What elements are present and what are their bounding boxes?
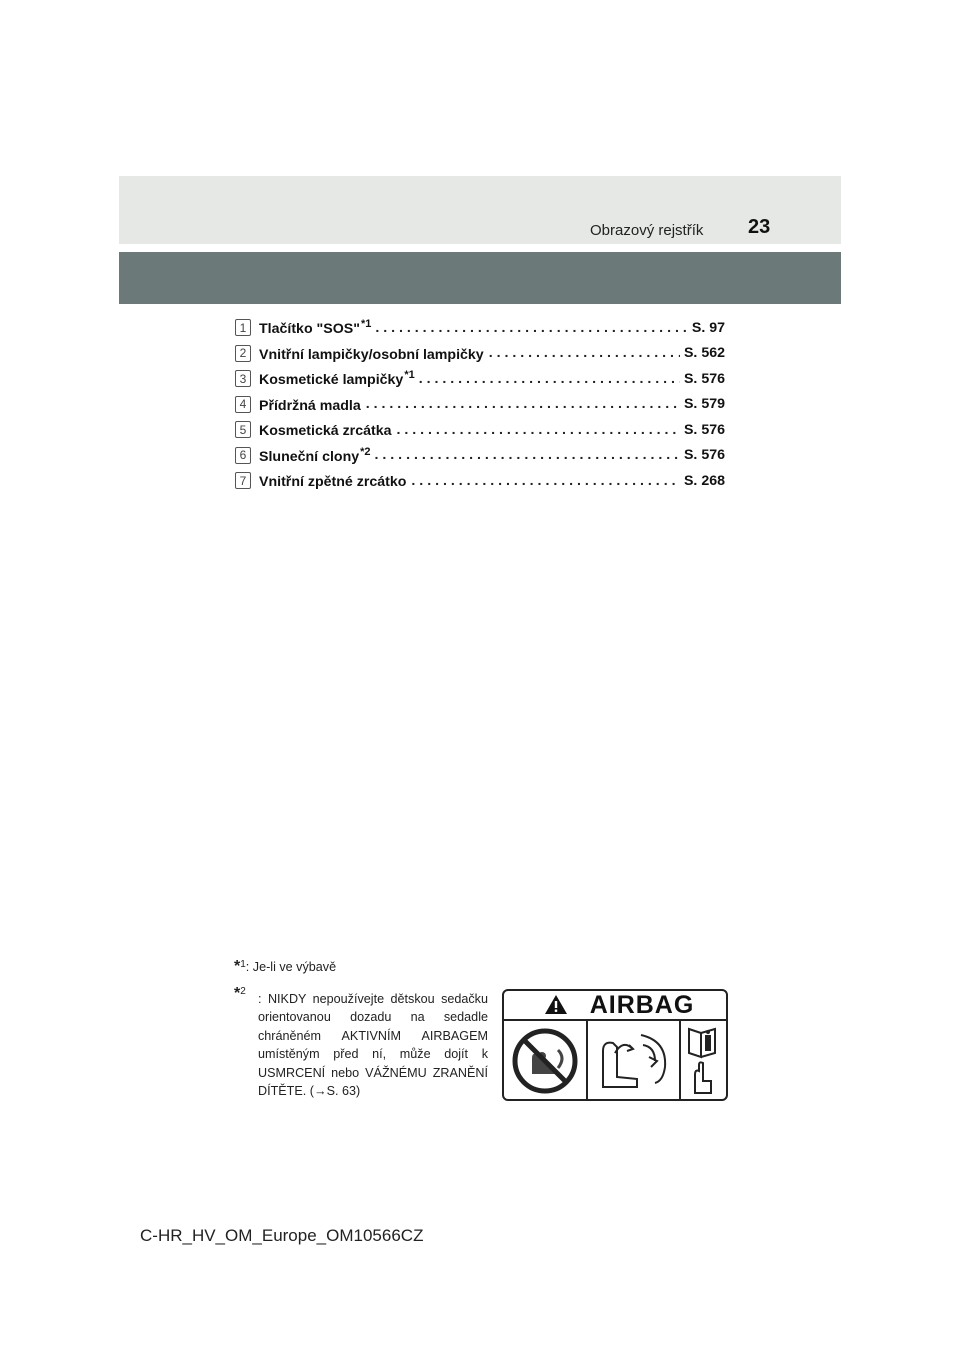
footnote-text: : Je-li ve výbavě bbox=[245, 960, 337, 974]
footnote-number: 2 bbox=[240, 986, 246, 997]
airbag-pictograms bbox=[504, 1021, 726, 1101]
item-number-badge: 5 bbox=[235, 421, 251, 438]
item-number-badge: 7 bbox=[235, 472, 251, 489]
page-reference[interactable]: S. 562 bbox=[683, 345, 725, 362]
dot-leader bbox=[375, 320, 687, 336]
no-child-seat-icon bbox=[512, 1028, 578, 1094]
header-band bbox=[119, 176, 841, 244]
footnote-1 bbox=[234, 958, 336, 976]
manual-info-cell bbox=[681, 1021, 726, 1101]
item-number-badge: 4 bbox=[235, 396, 251, 413]
page-number: 23 bbox=[748, 216, 771, 238]
index-label: Vnitřní lampičky/osobní lampičky bbox=[259, 346, 484, 363]
index-row[interactable] bbox=[235, 341, 725, 367]
read-manual-icon bbox=[685, 1025, 721, 1097]
footnote-mark: * bbox=[234, 958, 241, 975]
dot-leader bbox=[397, 422, 680, 438]
index-row[interactable] bbox=[235, 468, 725, 494]
index-row[interactable] bbox=[235, 392, 725, 418]
footnote-2-text: : NIKDY nepoužívejte dětskou sedačku orientovanou dozadu na sedadle chráněném AKTIVNÍM AIRBAGEM umístěným před ní, může dojít k USMRCENÍ nebo VÁŽNÉMU ZRANĚNÍ DÍTĚTE. (→S. 63) bbox=[258, 992, 488, 1099]
dot-leader bbox=[366, 396, 680, 412]
dot-leader bbox=[375, 447, 680, 463]
index-row[interactable] bbox=[235, 315, 725, 341]
index-label: Tlačítko "SOS"$^{*1}$ bbox=[259, 318, 372, 338]
airbag-deploy-icon bbox=[593, 1027, 673, 1095]
section-title: Obrazový rejstřík bbox=[590, 222, 704, 239]
item-number-badge: 3 bbox=[235, 370, 251, 387]
airbag-deploy-cell bbox=[588, 1021, 681, 1101]
footnote-mark: * bbox=[234, 985, 241, 1002]
footnote-number: 1 bbox=[240, 959, 246, 970]
page-reference[interactable]: S. 576 bbox=[683, 447, 725, 464]
item-number-badge: 2 bbox=[235, 345, 251, 362]
index-label: Přídržná madla bbox=[259, 397, 361, 414]
page-reference[interactable]: S. 576 bbox=[683, 421, 725, 438]
page-reference[interactable]: S. 576 bbox=[683, 370, 725, 387]
dot-leader bbox=[489, 345, 680, 361]
warning-triangle-icon bbox=[544, 994, 568, 1015]
index-label: Vnitřní zpětné zrcátko bbox=[259, 474, 407, 491]
no-rear-facing-seat-cell bbox=[504, 1021, 588, 1101]
page-reference[interactable]: S. 579 bbox=[683, 396, 725, 413]
index-list bbox=[235, 315, 725, 494]
item-number-badge: 6 bbox=[235, 447, 251, 464]
header-bar bbox=[119, 252, 841, 304]
index-row[interactable] bbox=[235, 366, 725, 392]
document-code: C-HR_HV_OM_Europe_OM10566CZ bbox=[140, 1226, 424, 1245]
page-reference[interactable]: S. 268 bbox=[683, 472, 725, 489]
item-number-badge: 1 bbox=[235, 319, 251, 336]
footnote-2-marker bbox=[234, 985, 246, 1003]
page-reference[interactable]: S. 97 bbox=[691, 319, 725, 336]
index-row[interactable] bbox=[235, 443, 725, 469]
index-row[interactable] bbox=[235, 417, 725, 443]
index-label: Kosmetické lampičky$^{*1}$ bbox=[259, 369, 415, 389]
index-label: Kosmetická zrcátka bbox=[259, 423, 392, 440]
dot-leader bbox=[411, 473, 680, 489]
airbag-label-header bbox=[504, 991, 726, 1021]
airbag-title: AIRBAG bbox=[589, 990, 695, 1019]
airbag-warning-label bbox=[502, 989, 728, 1101]
dot-leader bbox=[419, 371, 680, 387]
index-label: Sluneční clony$^{*2}$ bbox=[259, 445, 371, 465]
